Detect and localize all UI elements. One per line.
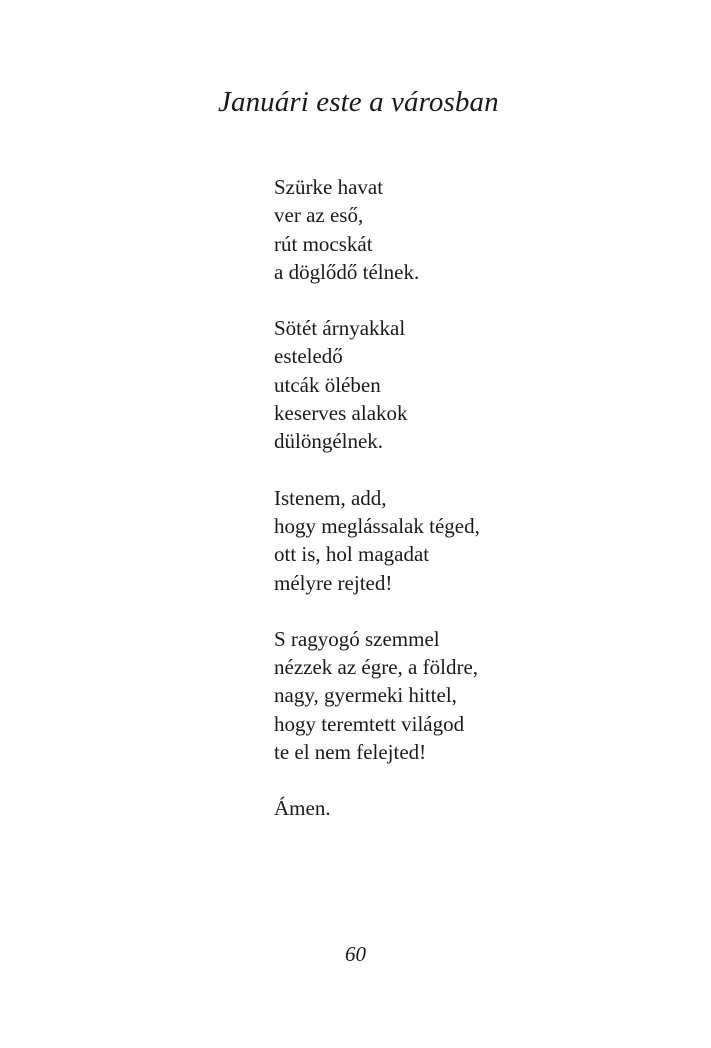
poem-line: esteledő: [274, 344, 343, 369]
stanza-1: [274, 173, 674, 286]
poem-line: Ámen.: [274, 796, 331, 821]
stanza-3: [274, 484, 674, 597]
poem-line: utcák ölében: [274, 372, 381, 397]
poem-line: Sötét árnyakkal: [274, 316, 406, 341]
poem-body: [274, 173, 674, 851]
poem-line: S ragyogó szemmel: [274, 626, 440, 651]
stanza-4: [274, 625, 674, 766]
poem-line: dülöngélnek.: [274, 429, 384, 454]
page-number: 60: [345, 942, 366, 966]
poem-line: hogy teremtett világod: [274, 711, 465, 736]
poem-line: a döglődő télnek.: [274, 259, 420, 284]
poem-line: rút mocskát: [274, 231, 373, 256]
poem-line: nézzek az égre, a földre,: [274, 655, 479, 680]
poem-line: mélyre rejted!: [274, 570, 393, 595]
poem-line: hogy meglássalak téged,: [274, 513, 480, 538]
poem-line: Szürke havat: [274, 175, 384, 199]
poem-title: Januári este a városban: [218, 86, 499, 118]
poem-line: nagy, gyermeki hittel,: [274, 683, 457, 708]
poem-line: te el nem felejted!: [274, 740, 427, 765]
stanza-2: [274, 314, 674, 455]
poem-line: ott is, hol magadat: [274, 542, 430, 567]
poem-line: Istenem, add,: [274, 485, 387, 510]
poem-line: ver az eső,: [274, 203, 364, 228]
poem-line: keserves alakok: [274, 401, 408, 426]
stanza-5: [274, 794, 674, 822]
